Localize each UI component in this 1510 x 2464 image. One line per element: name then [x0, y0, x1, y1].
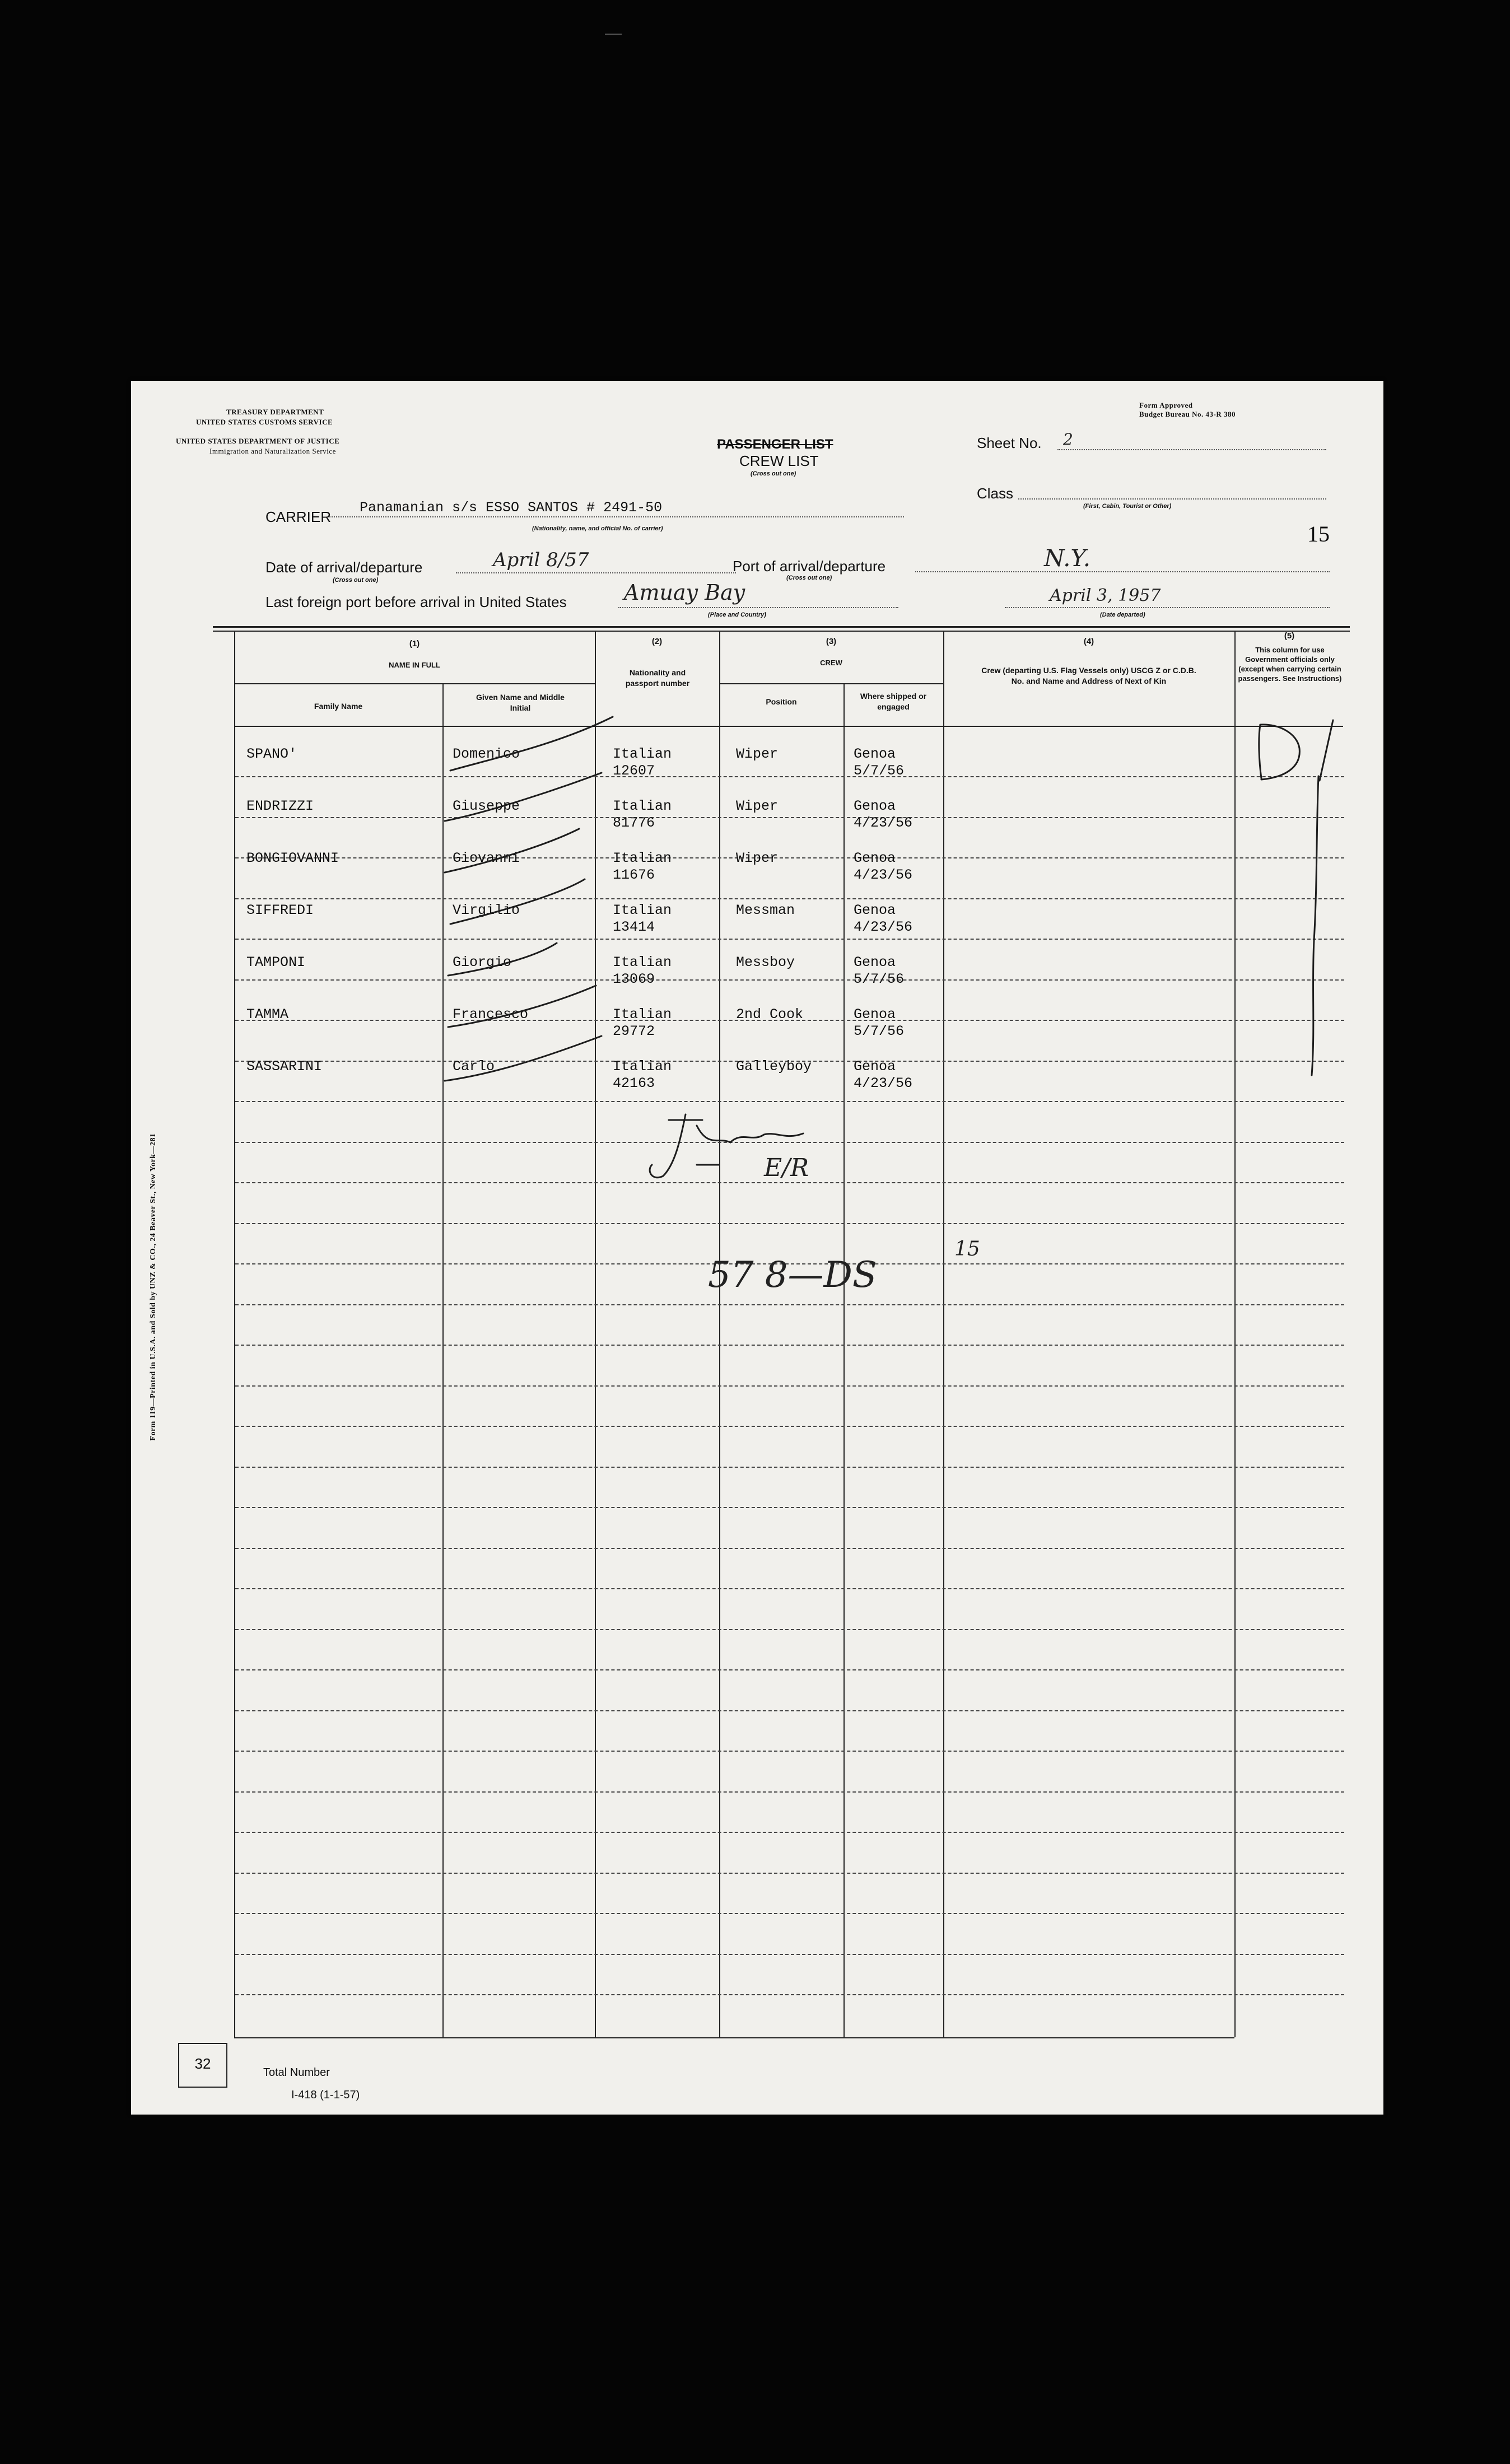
cell-date: 4/23/56	[854, 815, 913, 831]
cell-nationality: Italian	[613, 798, 672, 814]
cell-passport: 12607	[613, 763, 655, 779]
hdr-c5-num: (5)	[1284, 631, 1295, 641]
cell-given: Virgilio	[453, 902, 520, 918]
cell-nationality: Italian	[613, 1006, 672, 1023]
hdr-c4-title: Crew (departing U.S. Flag Vessels only) USCG Z or C.D.B. No. and Name and Address of Next of Kin	[981, 666, 1196, 685]
total-value: 32	[194, 2055, 211, 2072]
date-label: Date of arrival/departure	[265, 559, 423, 576]
cell-where: Genoa	[854, 1006, 896, 1023]
carrier-hint: (Nationality, name, and official No. of carrier)	[532, 525, 663, 532]
cell-given: Giorgio	[453, 954, 512, 970]
total-label: Total Number	[263, 2066, 330, 2079]
edge-mark	[605, 34, 622, 35]
carrier-label: CARRIER	[265, 508, 332, 525]
last-port-date-hint: (Date departed)	[1100, 612, 1145, 618]
class-hint: (First, Cabin, Tourist or Other)	[1083, 503, 1172, 510]
cell-position: 2nd Cook	[736, 1006, 804, 1023]
hdr-c2-num: (2)	[651, 637, 663, 646]
last-port-label: Last foreign port before arrival in United States	[265, 594, 567, 610]
dept-line-4: Immigration and Naturalization Service	[209, 447, 336, 455]
check-stroke-5	[448, 943, 557, 976]
check-stroke-6	[448, 986, 596, 1027]
cell-date: 5/7/56	[854, 971, 905, 987]
dept-line-2: UNITED STATES CUSTOMS SERVICE	[196, 418, 333, 426]
hdr-c2-title: Nationality and passport number	[625, 668, 690, 688]
cell-date: 4/23/56	[854, 919, 913, 935]
cell-date: 5/7/56	[854, 763, 905, 779]
cell-position: Wiper	[736, 850, 779, 866]
cell-family: BONGIOVANNI	[246, 850, 339, 866]
form-code: I-418 (1-1-57)	[291, 2089, 360, 2101]
signature-note: E/R	[764, 1154, 809, 1182]
port-hint: (Cross out one)	[786, 575, 832, 581]
last-port-hint: (Place and Country)	[708, 612, 766, 618]
cell-date: 5/7/56	[854, 1023, 905, 1039]
cell-family: ENDRIZZI	[246, 798, 314, 814]
cell-passport: 29772	[613, 1023, 655, 1039]
cell-nationality: Italian	[613, 850, 672, 866]
hdr-c3-num: (3)	[826, 637, 837, 646]
cell-family: SPANO'	[246, 746, 297, 762]
cell-where: Genoa	[854, 954, 896, 970]
carrier-value: Panamanian s/s ESSO SANTOS # 2491-50	[360, 500, 663, 516]
hdr-c3-title: CREW	[820, 659, 842, 667]
cell-passport: 11676	[613, 867, 655, 883]
date-hint: (Cross out one)	[333, 577, 379, 584]
budget-bureau: Budget Bureau No. 43-R 380	[1139, 410, 1236, 418]
cell-nationality: Italian	[613, 954, 672, 970]
cell-where: Genoa	[854, 746, 896, 762]
cell-given: Domenico	[453, 746, 520, 762]
d-mark-slash	[1320, 720, 1333, 781]
cell-passport: 81776	[613, 815, 655, 831]
class-label: Class	[977, 485, 1014, 502]
cell-family: TAMMA	[246, 1006, 289, 1023]
cell-given: Giuseppe	[453, 798, 520, 814]
side-print: Form 119—Printed in U.S.A. and Sold by UNZ & CO., 24 Beaver St., New York—281	[149, 1133, 157, 1441]
hdr-c1-given: Given Name and Middle Initial	[476, 693, 565, 712]
hdr-c5-title: This column for use Government officials only (except when carrying certain passengers. See Instructions)	[1238, 646, 1342, 683]
cell-date: 4/23/56	[854, 1075, 913, 1091]
check-stroke-2	[445, 773, 602, 821]
form-approved: Form Approved	[1139, 401, 1193, 409]
cell-passport: 13414	[613, 919, 655, 935]
check-stroke-1	[450, 717, 613, 771]
hdr-c3-where: Where shipped or engaged	[860, 692, 927, 711]
check-stroke-7	[445, 1036, 602, 1081]
cell-date: 4/23/56	[854, 867, 913, 883]
cell-position: Galleyboy	[736, 1058, 812, 1075]
hdr-c1-title: NAME IN FULL	[389, 661, 440, 669]
page-number: 15	[1307, 521, 1330, 547]
check-stroke-4	[450, 879, 585, 924]
vertical-bracket	[1312, 776, 1318, 1075]
cell-where: Genoa	[854, 902, 896, 918]
hdr-c1-family: Family Name	[314, 702, 363, 711]
check-stroke-3	[445, 829, 579, 872]
crew-list-form	[131, 381, 1383, 2115]
dept-line-1: TREASURY DEPARTMENT	[226, 408, 324, 416]
cell-given: Giovanni	[453, 850, 520, 866]
cell-family: SIFFREDI	[246, 902, 314, 918]
sheet-value: 2	[1063, 430, 1073, 449]
cell-where: Genoa	[854, 850, 896, 866]
cell-given: Francesco	[453, 1006, 529, 1023]
cell-nationality: Italian	[613, 746, 672, 762]
title-passenger-list: PASSENGER LIST	[717, 437, 833, 452]
cell-where: Genoa	[854, 1058, 896, 1075]
date-value: April 8/57	[493, 549, 589, 571]
handwriting-layer	[131, 381, 1383, 2115]
cell-where: Genoa	[854, 798, 896, 814]
dept-line-3: UNITED STATES DEPARTMENT OF JUSTICE	[176, 437, 340, 445]
sheet-label: Sheet No.	[977, 435, 1042, 451]
cell-position: Messboy	[736, 954, 795, 970]
stamp-sup: 15	[954, 1238, 980, 1261]
hdr-c3-position: Position	[766, 697, 797, 706]
total-box	[178, 2043, 227, 2088]
cell-position: Wiper	[736, 798, 779, 814]
cell-passport: 42163	[613, 1075, 655, 1091]
port-value: N.Y.	[1044, 544, 1091, 572]
stamp-note: 57 8—DS	[708, 1254, 877, 1296]
hdr-c1-num: (1)	[409, 639, 420, 648]
cell-position: Messman	[736, 902, 795, 918]
cell-family: SASSARINI	[246, 1058, 323, 1075]
hdr-c4-num: (4)	[1083, 637, 1094, 646]
last-port-value: Amuay Bay	[624, 580, 745, 605]
title-cross-out: (Cross out one)	[751, 470, 796, 477]
cell-position: Wiper	[736, 746, 779, 762]
cell-nationality: Italian	[613, 902, 672, 918]
cell-given: Carlo	[453, 1058, 495, 1075]
title-crew-list: CREW LIST	[739, 452, 819, 469]
port-label: Port of arrival/departure	[733, 558, 886, 575]
cell-passport: 13069	[613, 971, 655, 987]
cell-family: TAMPONI	[246, 954, 306, 970]
cell-nationality: Italian	[613, 1058, 672, 1075]
last-port-date-value: April 3, 1957	[1050, 586, 1161, 605]
